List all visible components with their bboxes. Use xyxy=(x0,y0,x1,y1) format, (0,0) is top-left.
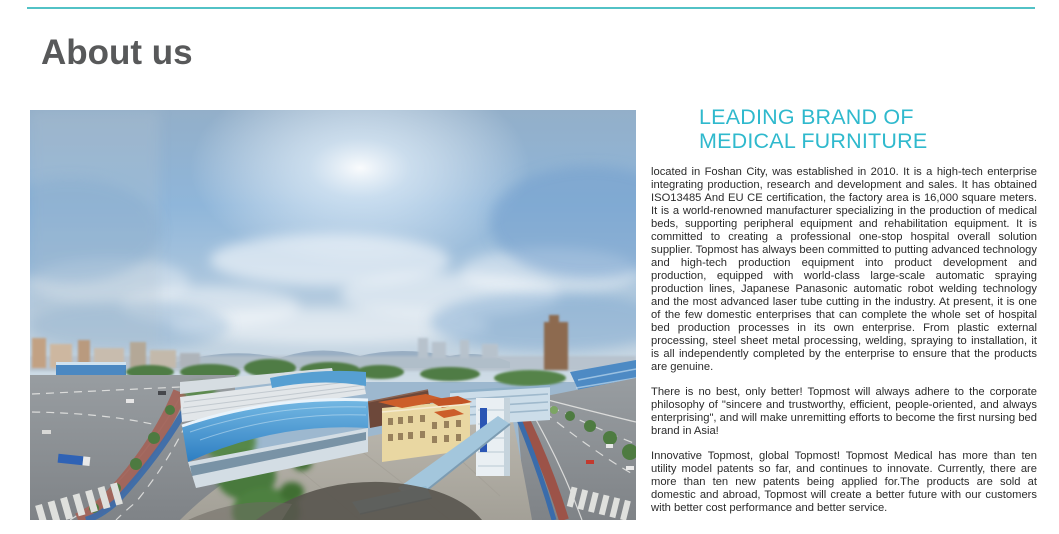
about-text-column xyxy=(651,106,1037,527)
about-paragraph-2: There is no best, only better! Topmost will always adhere to the corporate philosophy of "sincere and trustworthy, efficient, people-oriented, and always enterprising", and will make unremitting efforts to become the first nursing bed brand in Asia! xyxy=(651,386,1037,437)
factory-panorama-image xyxy=(30,110,636,520)
page-title: About us xyxy=(41,33,193,72)
section-heading-line1: LEADING BRAND OF xyxy=(699,105,914,129)
section-heading-line2: MEDICAL FURNITURE xyxy=(699,128,928,153)
about-paragraph-3: Innovative Topmost, global Topmost! Topmost Medical has more than ten utility model patents so far, and continues to innovate. Currently, there are more than ten new patents being applied for.The products are sold at domestic and abroad, Topmost will create a better future with our customers with better cost performance and better service. xyxy=(651,450,1037,514)
top-divider xyxy=(27,7,1035,9)
about-paragraph-1: located in Foshan City, was established in 2010. It is a high-tech enterprise integrating production, research and development and sales. It has obtained ISO13485 And EU CE certification, the factory area is 16,000 square meters. It is a world-renowned manufacturer specializing in the production of medical beds, supporting peripheral equipment and rehabilitation equipment. It is committed to creating a professional one-stop hospital overall solution supplier. Topmost has always been committed to putting advanced technology and high-tech production equipment into product development and production, equipped with world-class large-scale automatic spraying production lines, Japanese Panasonic automatic robot welding technology and the most advanced laser tube cutting in the industry. At present, it is one of the few domestic enterprises that can complete the whole set of hospital bed production processes in its own enterprise. From plastic external processing, steel sheet metal processing, welding, spraying to installation, it is all independently completed by the enterprise to ensure that the products are genuine. xyxy=(651,166,1037,373)
factory-panorama-illustration xyxy=(30,110,636,520)
section-heading xyxy=(699,106,1037,153)
